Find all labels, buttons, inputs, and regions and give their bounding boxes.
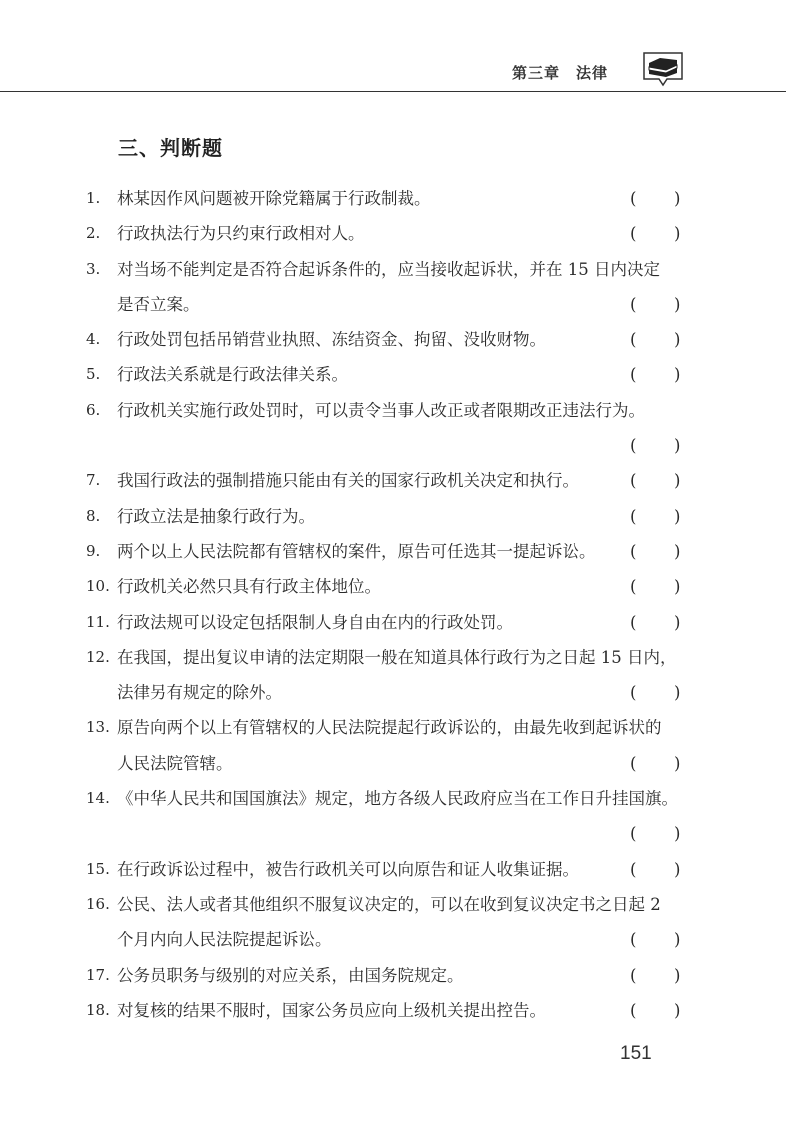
answer-blank-open: ( [630, 1000, 637, 1020]
question-item [0, 605, 800, 640]
answer-blank-close: ) [674, 930, 681, 950]
question-number: 13. [86, 718, 110, 737]
question-item [0, 993, 800, 1028]
answer-blank-close: ) [674, 577, 681, 597]
question-text: 原告向两个以上有管辖权的人民法院提起行政诉讼的，由最先收到起诉状的 [117, 718, 662, 738]
books-icon [642, 51, 684, 87]
question-text: 公民、法人或者其他组织不服复议决定的，可以在收到复议决定书之日起 2 [117, 894, 661, 914]
question-item [0, 322, 800, 357]
answer-blank-close: ) [674, 753, 681, 773]
question-text: 行政法关系就是行政法律关系。 [117, 365, 348, 385]
question-text: 对复核的结果不服时，国家公务员应向上级机关提出控告。 [117, 1000, 546, 1020]
answer-blank-close: ) [674, 365, 681, 385]
question-number: 6. [86, 400, 101, 419]
answer-blank-open: ( [630, 506, 637, 526]
question-item [0, 710, 800, 745]
question-text: 林某因作风问题被开除党籍属于行政制裁。 [117, 189, 431, 208]
question-text: 个月内向人民法院提起诉讼。 [117, 930, 332, 950]
question-item [0, 463, 800, 498]
question-item [0, 252, 800, 287]
section-title: 三、判断题 [118, 136, 223, 160]
question-item [0, 393, 800, 428]
answer-blank-open: ( [630, 930, 637, 950]
question-text: 在我国，提出复议申请的法定期限一般在知道具体行政行为之日起 15 日内， [117, 647, 677, 667]
question-number: 2. [86, 224, 101, 243]
chapter-title: 第三章 法律 [512, 64, 609, 82]
question-number: 5. [86, 365, 101, 384]
answer-blank-close: ) [674, 541, 681, 561]
question-text: 《中华人民共和国国旗法》规定，地方各级人民政府应当在工作日升挂国旗。 [117, 789, 678, 809]
question-item [0, 640, 800, 675]
answer-blank-open: ( [630, 330, 637, 350]
answer-blank-close: ) [674, 471, 681, 491]
answer-blank-close: ) [674, 1000, 681, 1020]
question-text: 行政执法行为只约束行政相对人。 [117, 224, 365, 244]
question-item [0, 852, 800, 887]
answer-blank-open: ( [630, 824, 637, 844]
question-item-continuation [0, 746, 800, 781]
question-number: 16. [86, 894, 110, 913]
question-item [0, 781, 800, 816]
answer-blank-close: ) [674, 189, 681, 208]
question-text: 行政机关必然只具有行政主体地位。 [117, 577, 381, 597]
question-item [0, 958, 800, 993]
answer-blank-open: ( [630, 541, 637, 561]
answer-blank-open: ( [630, 577, 637, 597]
question-text: 两个以上人民法院都有管辖权的案件，原告可任选其一提起诉讼。 [117, 541, 596, 561]
answer-blank-open: ( [630, 224, 637, 244]
question-number: 18. [86, 1000, 110, 1019]
answer-blank-open: ( [630, 294, 637, 314]
answer-blank-close: ) [674, 224, 681, 244]
answer-blank-open: ( [630, 436, 637, 456]
question-item [0, 499, 800, 534]
answer-blank-close: ) [674, 506, 681, 526]
question-text: 行政处罚包括吊销营业执照、冻结资金、拘留、没收财物。 [117, 330, 546, 350]
question-number: 14. [86, 789, 110, 808]
question-number: 4. [86, 330, 101, 349]
question-number: 15. [86, 859, 110, 878]
question-text: 对当场不能判定是否符合起诉条件的，应当接收起诉状，并在 15 日内决定 [117, 259, 660, 279]
header-divider [0, 91, 786, 92]
question-text: 我国行政法的强制措施只能由有关的国家行政机关决定和执行。 [117, 471, 579, 491]
answer-blank-close: ) [674, 612, 681, 632]
answer-blank-open: ( [630, 965, 637, 985]
question-item-continuation [0, 287, 800, 322]
question-number: 10. [86, 577, 110, 596]
question-text: 是否立案。 [117, 294, 200, 314]
answer-blank-open: ( [630, 365, 637, 385]
question-item-continuation [0, 428, 800, 463]
answer-blank-close: ) [674, 330, 681, 350]
question-item-continuation [0, 922, 800, 957]
answer-blank-open: ( [630, 612, 637, 632]
answer-blank-close: ) [674, 824, 681, 844]
question-text: 法律另有规定的除外。 [117, 683, 282, 703]
question-item [0, 216, 800, 251]
answer-blank-open: ( [630, 683, 637, 703]
question-text: 在行政诉讼过程中，被告行政机关可以向原告和证人收集证据。 [117, 859, 579, 879]
answer-blank-close: ) [674, 436, 681, 456]
answer-blank-close: ) [674, 859, 681, 879]
question-item-continuation [0, 816, 800, 851]
answer-blank-open: ( [630, 189, 637, 208]
question-number: 7. [86, 471, 101, 490]
question-number: 9. [86, 541, 101, 560]
question-number: 12. [86, 647, 110, 666]
question-item [0, 357, 800, 392]
question-number: 17. [86, 965, 110, 984]
page-number: 151 [620, 1043, 652, 1064]
answer-blank-open: ( [630, 471, 637, 491]
answer-blank-close: ) [674, 294, 681, 314]
question-text: 行政法规可以设定包括限制人身自由在内的行政处罚。 [117, 612, 513, 632]
question-text: 人民法院管辖。 [117, 753, 233, 773]
question-text: 公务员职务与级别的对应关系，由国务院规定。 [117, 965, 464, 985]
question-item-continuation [0, 675, 800, 710]
question-item [0, 181, 800, 216]
question-number: 11. [86, 612, 110, 631]
question-number: 1. [86, 189, 101, 207]
question-item [0, 569, 800, 604]
question-number: 3. [86, 259, 101, 278]
question-item [0, 887, 800, 922]
question-item [0, 534, 800, 569]
question-list [0, 181, 800, 1028]
answer-blank-open: ( [630, 753, 637, 773]
answer-blank-close: ) [674, 965, 681, 985]
answer-blank-close: ) [674, 683, 681, 703]
question-text: 行政立法是抽象行政行为。 [117, 506, 315, 526]
question-text: 行政机关实施行政处罚时，可以责令当事人改正或者限期改正违法行为。 [117, 400, 645, 420]
question-number: 8. [86, 506, 101, 525]
answer-blank-open: ( [630, 859, 637, 879]
